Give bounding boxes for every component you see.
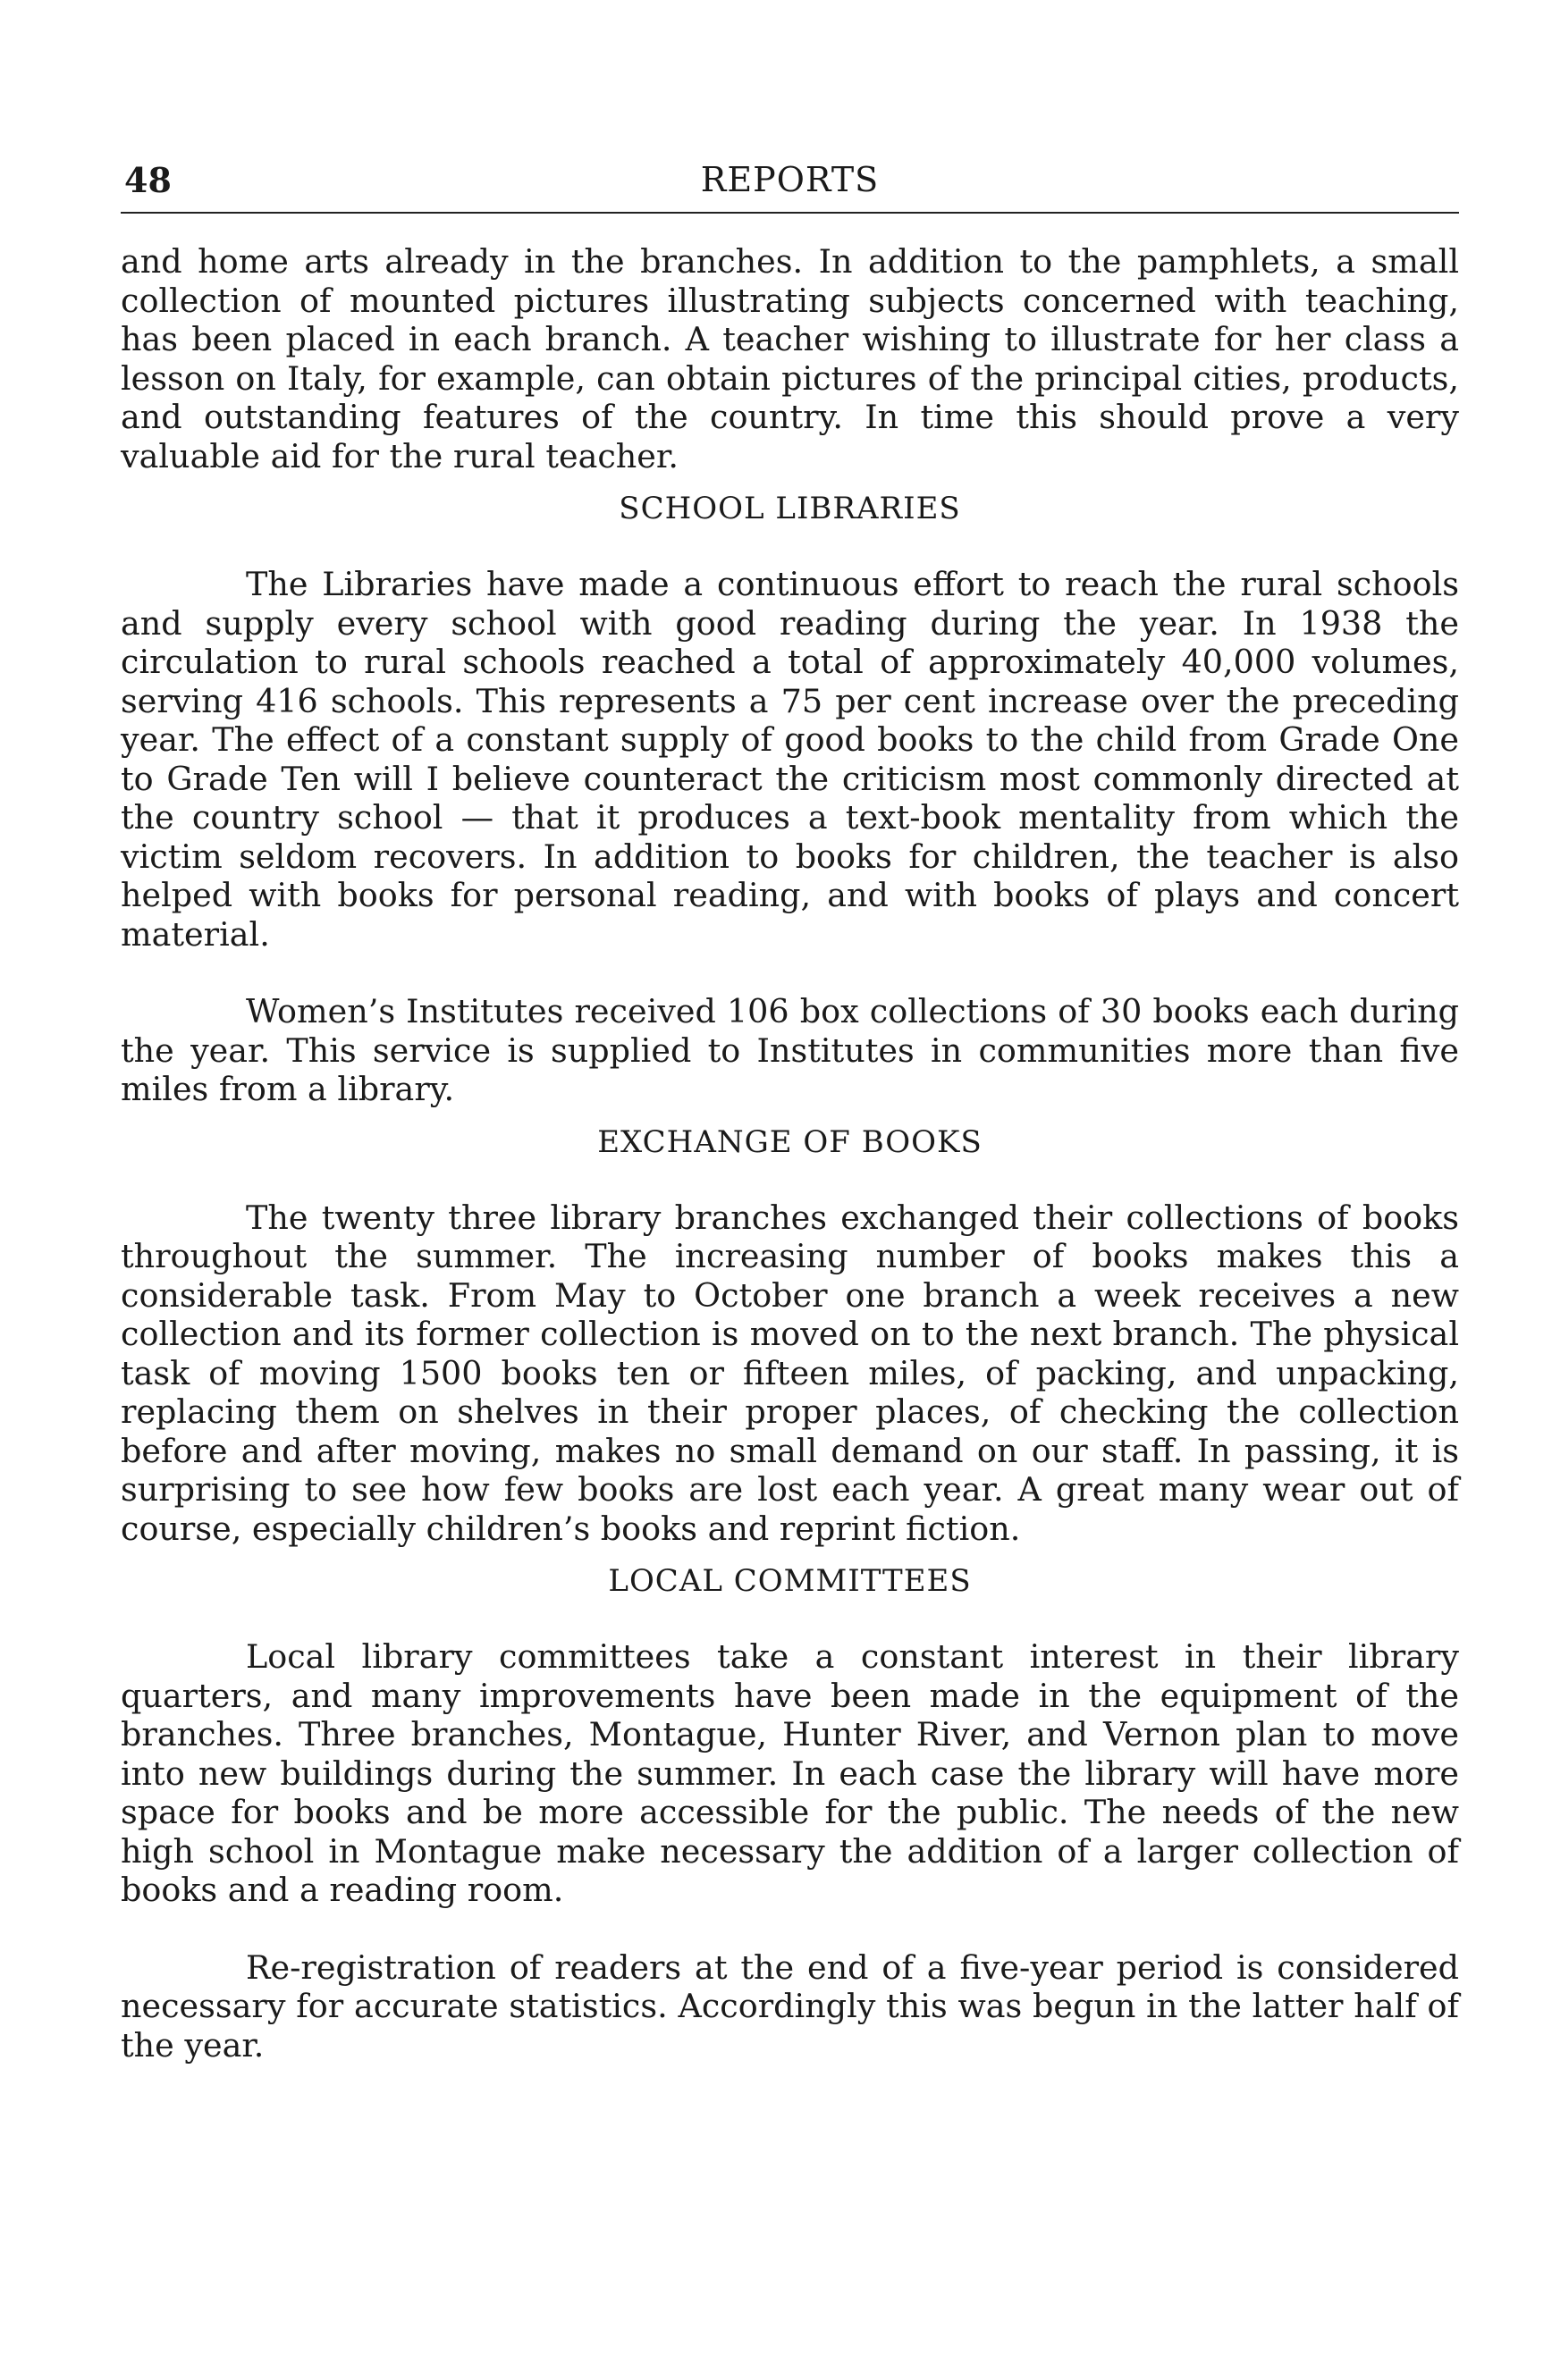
local-committees-paragraph-1: Local library committees take a constant interest in their library quarters, and many improvements have been made in the equipment of the branches. Three branches, Montague, Hunter River, and Vernon plan to move into new buildings during the summer. In each case the library will have more space for books and be more accessible for the public. The needs of the new high school in Montague make necessary the addition of a larger collection of books and a reading room. xyxy=(121,1637,1459,1909)
section-heading-school-libraries: SCHOOL LIBRARIES xyxy=(619,491,961,526)
body-text xyxy=(121,242,1459,2065)
school-libraries-paragraph-2: Women’s Institutes received 106 box collections of 30 books each during the year. This service is supplied to Institutes in communities more than five miles from a library. xyxy=(121,992,1459,1108)
intro-paragraph: and home arts already in the branches. In addition to the pamphlets, a small collection of mounted pictures illustrating subjects concerned with teaching, has been placed in each branch. A teacher wishing to illustrate for her class a lesson on Italy, for example, can obtain pictures of the principal cities, products, and outstanding features of the country. In time this should prove a very valuable aid for the rural teacher. xyxy=(121,242,1459,475)
section-heading-local-committees: LOCAL COMMITTEES xyxy=(608,1563,972,1599)
page-header xyxy=(121,156,1459,214)
page-number: 48 xyxy=(124,160,172,200)
exchange-of-books-paragraph-1: The twenty three library branches exchanged their collections of books throughout the summer. The increasing number of books makes this a considerable task. From May to October one branch a week receives a new collection and its former collection is moved on to the next branch. The physical task of moving 1500 books ten or fifteen miles, of packing, and unpacking, replacing them on shelves in their proper places, of checking the collection before and after moving, makes no small demand on our staff. In passing, it is surprising to see how few books are lost each year. A great many wear out of course, especially children’s books and reprint fiction. xyxy=(121,1198,1459,1548)
document-page xyxy=(121,156,1459,2065)
paragraph-gap xyxy=(121,954,1459,992)
running-head: REPORTS xyxy=(700,160,880,199)
paragraph-gap xyxy=(121,1910,1459,1948)
school-libraries-paragraph-1: The Libraries have made a continuous effort to reach the rural schools and supply every school with good reading during the year. In 1938 the circulation to rural schools reached a total of approximately 40,000 volumes, serving 416 schools. This represents a 75 per cent increase over the preceding year. The effect of a constant supply of good books to the child from Grade One to Grade Ten will I believe counteract the criticism most commonly directed at the country school — that it produces a text-book mentality from which the victim seldom recovers. In addition to books for children, the teacher is also helped with books for personal reading, and with books of plays and concert material. xyxy=(121,565,1459,954)
section-heading-exchange-of-books: EXCHANGE OF BOOKS xyxy=(597,1123,983,1160)
local-committees-paragraph-2: Re-registration of readers at the end of a five-year period is considered necessary for accurate statistics. Accordingly this was begun in the latter half of the year. xyxy=(121,1947,1459,2065)
